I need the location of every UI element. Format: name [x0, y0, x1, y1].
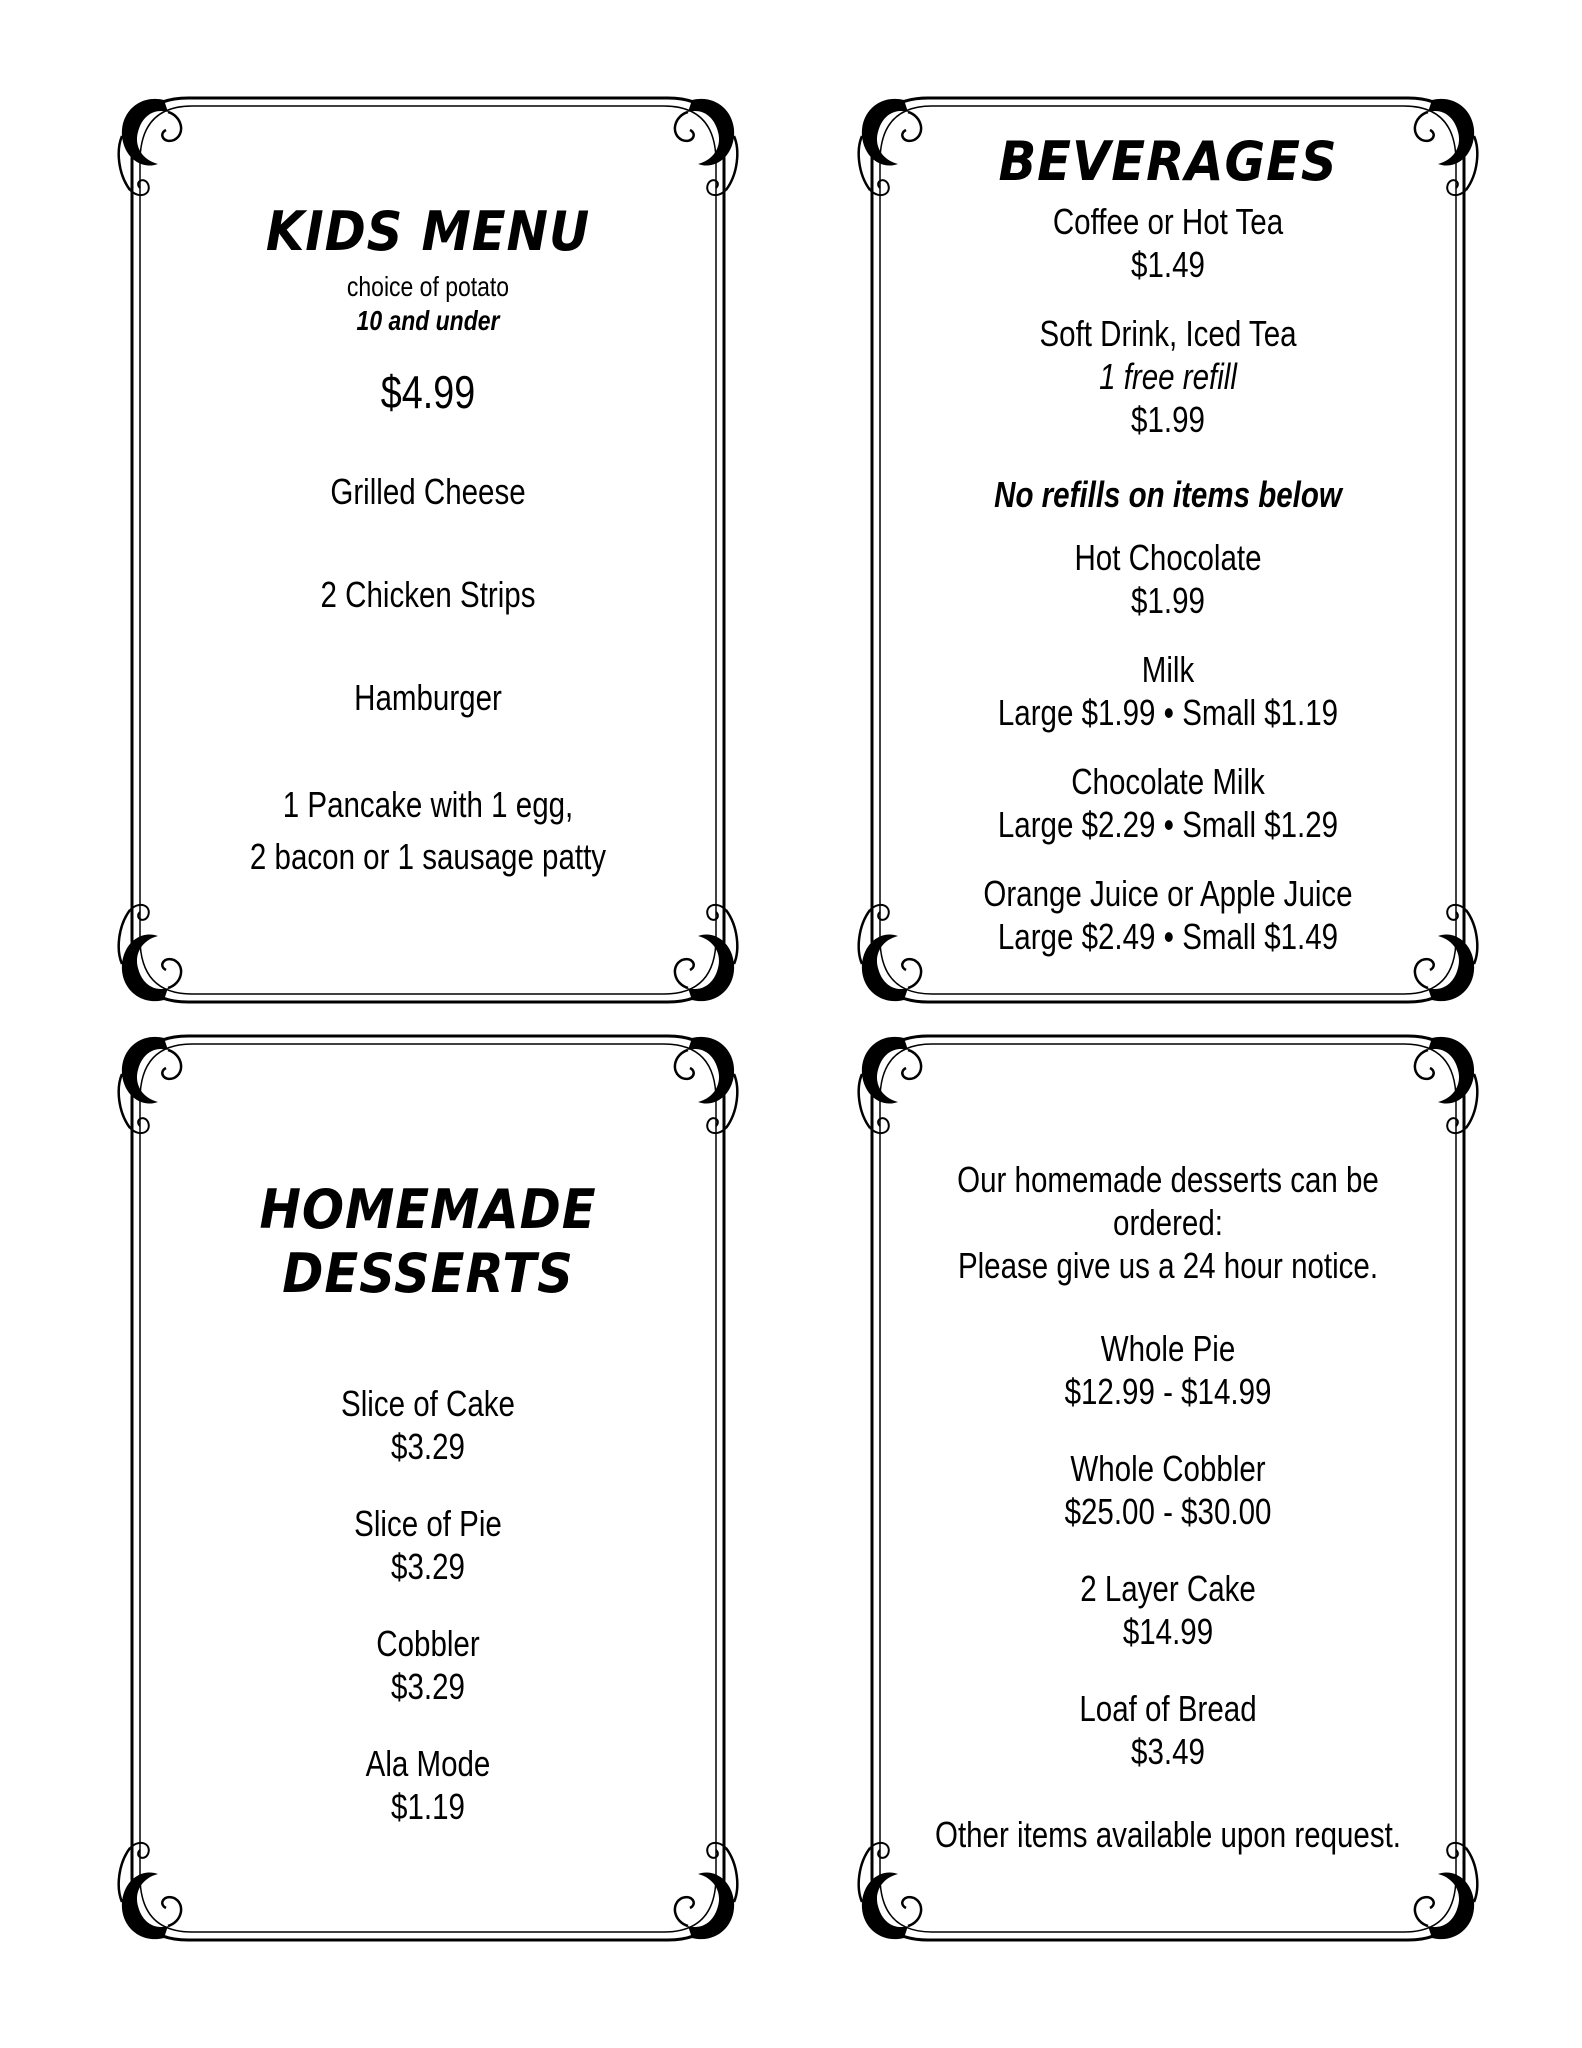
- kids-subtitle: choice of potato: [346, 271, 510, 302]
- dessert-price: $3.29: [391, 1546, 465, 1587]
- kids-combo-line: 1 Pancake with 1 egg,: [282, 784, 574, 825]
- beverage-name: Orange Juice or Apple Juice: [983, 873, 1353, 914]
- order-item-name: 2 Layer Cake: [1080, 1568, 1256, 1609]
- beverage-price: Large $1.99 • Small $1.19: [997, 692, 1339, 733]
- kids-menu-panel: [108, 90, 748, 1010]
- beverage-price: Large $2.29 • Small $1.29: [997, 804, 1339, 845]
- beverages-title: BEVERAGES: [998, 130, 1338, 193]
- beverage-name: Coffee or Hot Tea: [1052, 201, 1284, 242]
- beverage-price: Large $2.49 • Small $1.49: [997, 916, 1339, 957]
- order-item-name: Whole Pie: [1100, 1328, 1236, 1369]
- beverage-note: 1 free refill: [1099, 356, 1237, 397]
- dessert-price: $3.29: [391, 1426, 465, 1467]
- kids-combo-line: 2 bacon or 1 sausage patty: [249, 836, 607, 877]
- beverage-price: $1.99: [1131, 399, 1205, 440]
- dessert-name: Slice of Pie: [354, 1503, 502, 1544]
- beverage-name: Soft Drink, Iced Tea: [1039, 313, 1297, 354]
- no-refills-note: No refills on items below: [994, 474, 1342, 515]
- order-footer-note: Other items available upon request.: [934, 1814, 1402, 1855]
- kids-item: Hamburger: [354, 677, 502, 718]
- dessert-name: Ala Mode: [365, 1743, 491, 1784]
- order-item-price: $14.99: [1122, 1611, 1214, 1652]
- order-item-price: $3.49: [1131, 1731, 1205, 1772]
- dessert-name: Slice of Cake: [341, 1383, 515, 1424]
- beverage-price: $1.49: [1131, 244, 1205, 285]
- beverage-name: Hot Chocolate: [1074, 537, 1262, 578]
- beverages-panel: [848, 90, 1488, 1010]
- dessert-orders-panel: [848, 1028, 1488, 1948]
- dessert-price: $3.29: [391, 1666, 465, 1707]
- order-item-price: $25.00 - $30.00: [1064, 1491, 1272, 1532]
- desserts-title-line: HOMEMADE: [259, 1178, 597, 1241]
- order-item-name: Whole Cobbler: [1070, 1448, 1266, 1489]
- kids-item: 2 Chicken Strips: [320, 574, 536, 615]
- kids-item: Grilled Cheese: [330, 471, 526, 512]
- beverage-name: Milk: [1141, 649, 1195, 690]
- order-item-name: Loaf of Bread: [1079, 1688, 1257, 1729]
- kids-price: $4.99: [380, 366, 476, 418]
- beverage-price: $1.99: [1131, 580, 1205, 621]
- dessert-price: $1.19: [391, 1786, 465, 1827]
- desserts-panel: [108, 1028, 748, 1948]
- order-intro-line: Please give us a 24 hour notice.: [957, 1245, 1379, 1286]
- order-item-price: $12.99 - $14.99: [1064, 1371, 1272, 1412]
- beverage-name: Chocolate Milk: [1071, 761, 1265, 802]
- kids-age-note: 10 and under: [356, 305, 500, 336]
- order-intro-line: Our homemade desserts can be ordered:: [957, 1159, 1379, 1243]
- desserts-title-line: DESSERTS: [282, 1242, 574, 1305]
- dessert-name: Cobbler: [376, 1623, 480, 1664]
- kids-menu-title: KIDS MENU: [265, 200, 591, 263]
